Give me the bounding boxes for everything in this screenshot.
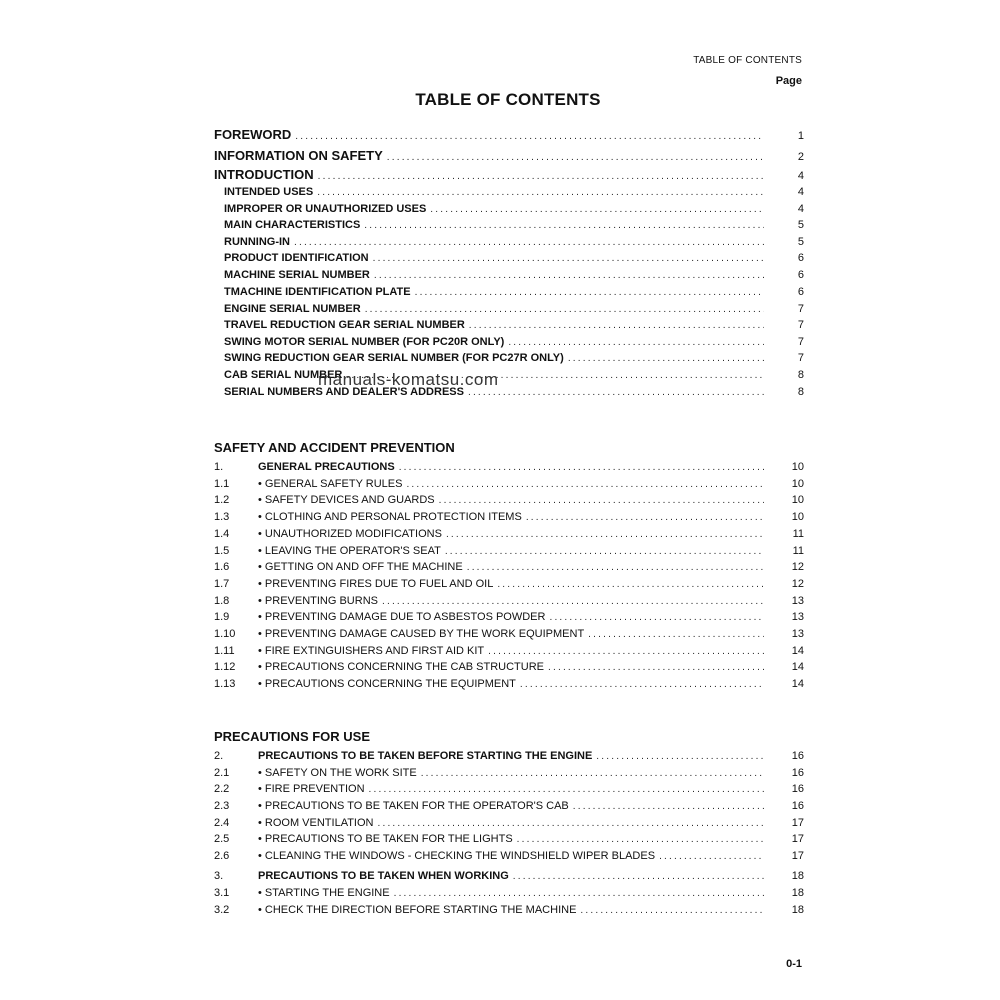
toc-entry-number: 2. [214,750,224,762]
toc-entry[interactable] [214,850,804,866]
toc-entry-label: MACHINE SERIAL NUMBER [224,269,370,281]
toc-entry[interactable] [224,319,804,335]
dot-leader [526,512,764,523]
dot-leader [394,888,764,899]
toc-entry-label: SERIAL NUMBERS AND DEALER'S ADDRESS [224,386,464,398]
dot-leader [317,187,764,198]
toc-entry-number: 1. [214,461,224,473]
toc-entry-page: 13 [791,611,804,624]
dot-leader [378,818,765,829]
dot-leader [318,171,764,182]
toc-entry-page: 12 [791,561,804,574]
toc-entry-label: FOREWORD [214,127,292,142]
dot-leader [446,529,764,540]
toc-entry[interactable] [214,528,804,544]
toc-entry[interactable] [214,750,804,766]
toc-entry-label: • UNAUTHORIZED MODIFICATIONS [258,527,442,540]
dot-leader [399,462,764,473]
toc-entry-label: GENERAL PRECAUTIONS [258,461,395,473]
toc-entry[interactable] [214,461,804,477]
toc-entry-label: MAIN CHARACTERISTICS [224,219,361,231]
toc-entry-label: • ROOM VENTILATION [258,817,374,829]
section-title-safety: SAFETY AND ACCIDENT PREVENTION [214,440,455,455]
toc-entry[interactable] [214,904,804,920]
dot-leader [488,646,764,657]
toc-entry-number: 1.9 [214,611,230,624]
toc-entry[interactable] [214,870,804,886]
toc-entry-page: 13 [791,594,804,607]
toc-entry-label: • PRECAUTIONS TO BE TAKEN FOR THE OPERATOR'S CAB [258,800,569,812]
toc-entry-page: 14 [791,678,804,691]
dot-leader [513,871,764,882]
toc-entry-page: 6 [797,252,804,264]
dot-leader [406,479,764,490]
dot-leader [497,579,764,590]
toc-entry-label: • LEAVING THE OPERATOR'S SEAT [258,544,441,557]
toc-entry-number: 1.7 [214,577,230,590]
toc-entry-number: 1.4 [214,527,230,540]
dot-leader [415,287,764,298]
dot-leader [294,237,764,248]
toc-entry[interactable] [224,236,804,252]
toc-entry-page: 4 [797,203,804,215]
toc-entry-label: PRODUCT IDENTIFICATION [224,252,369,264]
toc-entry[interactable] [214,148,804,164]
toc-entry-number: 2.5 [214,833,230,845]
dot-leader [568,353,764,364]
dot-leader [588,629,764,640]
toc-entry-page: 17 [791,833,804,845]
toc-entry-label: • PREVENTING DAMAGE CAUSED BY THE WORK EQUIPMENT [258,628,585,640]
page-column-label: Page [775,75,802,87]
toc-entry[interactable] [224,286,804,302]
toc-entry[interactable] [214,678,804,694]
toc-entry-number: 1.6 [214,561,230,574]
toc-entry-label: SWING REDUCTION GEAR SERIAL NUMBER (FOR PC27R ONLY) [224,352,564,364]
dot-leader [373,253,764,264]
toc-entry-page: 11 [792,544,804,557]
toc-entry-label: • PREVENTING FIRES DUE TO FUEL AND OIL [258,577,494,590]
toc-entry-page: 18 [791,904,804,916]
toc-entry-number: 2.6 [214,850,230,862]
dot-leader [548,662,764,673]
toc-entry-number: 3. [214,870,224,882]
toc-entry-page: 7 [797,336,804,348]
toc-entry-label: • FIRE EXTINGUISHERS AND FIRST AID KIT [258,644,485,657]
toc-entry-page: 12 [791,577,804,590]
dot-leader [439,495,764,506]
toc-entry-page: 4 [797,170,804,182]
toc-entry-page: 8 [797,369,804,381]
toc-entry-page: 5 [797,236,804,248]
toc-entry-label: • SAFETY DEVICES AND GUARDS [258,494,435,507]
toc-entry-label: PRECAUTIONS TO BE TAKEN WHEN WORKING [258,870,509,882]
toc-entry[interactable] [214,478,804,494]
toc-entry-number: 1.13 [214,678,236,691]
dot-leader [520,679,764,690]
toc-entry-number: 2.3 [214,800,230,812]
toc-entry[interactable] [214,800,804,816]
toc-entry-page: 11 [792,527,804,540]
toc-entry-number: 3.1 [214,887,230,899]
toc-entry-label: • PREVENTING BURNS [258,594,378,607]
toc-entry-label: IMPROPER OR UNAUTHORIZED USES [224,203,427,215]
toc-entry-page: 6 [797,269,804,281]
toc-entry[interactable] [214,561,804,577]
toc-entry[interactable] [214,167,804,183]
toc-entry[interactable] [224,303,804,319]
toc-entry-page: 16 [791,800,804,812]
toc-entry[interactable] [214,595,804,611]
toc-entry-page: 5 [797,219,804,231]
toc-entry-page: 18 [791,870,804,882]
toc-entry-label: INTRODUCTION [214,167,314,182]
dot-leader [508,337,764,348]
toc-entry-page: 7 [797,352,804,364]
toc-entry-page: 10 [791,511,804,524]
dot-leader [369,784,764,795]
dot-leader [421,768,764,779]
toc-entry[interactable] [214,817,804,833]
dot-leader [382,596,764,607]
dot-leader [295,131,764,142]
toc-entry-page: 13 [791,628,804,640]
dot-leader [659,851,764,862]
page-title: TABLE OF CONTENTS [415,90,601,109]
toc-entry-label: • CHECK THE DIRECTION BEFORE STARTING THE MACHINE [258,904,577,916]
toc-entry-label: • SAFETY ON THE WORK SITE [258,767,417,779]
page-number: 0-1 [786,958,802,970]
dot-leader [445,546,764,557]
dot-leader [387,152,764,163]
toc-entry-page: 10 [791,477,804,490]
toc-entry[interactable] [214,127,804,143]
dot-leader [596,751,764,762]
toc-entry-page: 14 [791,644,804,657]
toc-entry-label: • PREVENTING DAMAGE DUE TO ASBESTOS POWDER [258,611,546,624]
toc-entry-label: CAB SERIAL NUMBER [224,369,343,381]
toc-entry[interactable] [214,611,804,627]
toc-entry[interactable] [214,628,804,644]
toc-entry[interactable] [224,269,804,285]
toc-entry-label: • STARTING THE ENGINE [258,887,390,899]
toc-entry-page: 17 [791,850,804,862]
toc-entry-page: 2 [797,151,804,163]
toc-entry-number: 1.2 [214,494,230,507]
toc-entry[interactable] [224,352,804,368]
toc-entry-label: RUNNING-IN [224,236,290,248]
toc-entry-label: INFORMATION ON SAFETY [214,148,383,163]
toc-entry[interactable] [214,645,804,661]
toc-entry-number: 1.12 [214,661,236,674]
toc-entry-label: • PRECAUTIONS CONCERNING THE EQUIPMENT [258,678,516,691]
toc-entry-label: • CLOTHING AND PERSONAL PROTECTION ITEMS [258,511,522,524]
toc-entry[interactable] [224,186,804,202]
toc-entry[interactable] [224,336,804,352]
toc-entry-page: 7 [797,319,804,331]
dot-leader [573,801,764,812]
toc-entry[interactable] [224,203,804,219]
toc-entry[interactable] [214,578,804,594]
toc-entry-page: 7 [797,303,804,315]
toc-entry-number: 2.2 [214,783,230,795]
toc-entry-number: 1.11 [214,644,235,657]
toc-entry[interactable] [224,369,804,385]
dot-leader [517,834,764,845]
toc-entry-number: 2.1 [214,767,230,779]
toc-entry-label: TMACHINE IDENTIFICATION PLATE [224,286,411,298]
toc-entry-page: 8 [797,386,804,398]
toc-entry[interactable] [214,783,804,799]
toc-entry[interactable] [224,386,804,402]
toc-entry-label: ENGINE SERIAL NUMBER [224,303,361,315]
toc-entry-number: 1.10 [214,628,236,640]
toc-entry-number: 1.3 [214,511,230,524]
toc-entry-number: 1.8 [214,594,230,607]
toc-entry-label: • FIRE PREVENTION [258,783,365,795]
toc-entry-page: 16 [791,750,804,762]
toc-entry-label: TRAVEL REDUCTION GEAR SERIAL NUMBER [224,319,465,331]
watermark: manuals-komatsu.com [318,370,499,389]
toc-entry-label: • PRECAUTIONS TO BE TAKEN FOR THE LIGHTS [258,833,513,845]
toc-entry[interactable] [224,219,804,235]
toc-entry-number: 1.1 [214,477,230,490]
toc-entry-label: SWING MOTOR SERIAL NUMBER (FOR PC20R ONLY) [224,336,505,348]
toc-entry[interactable] [224,252,804,268]
toc-entry-label: • CLEANING THE WINDOWS - CHECKING THE WINDSHIELD WIPER BLADES [258,850,656,862]
toc-entry-page: 16 [791,783,804,795]
toc-entry-number: 2.4 [214,817,230,829]
dot-leader [469,320,764,331]
dot-leader [580,905,764,916]
toc-entry-page: 16 [791,767,804,779]
toc-entry-label: INTENDED USES [224,186,314,198]
toc-entry-page: 4 [797,186,804,198]
toc-entry-number: 1.5 [214,544,230,557]
toc-entry-label: • PRECAUTIONS CONCERNING THE CAB STRUCTURE [258,661,545,674]
toc-entry-page: 10 [791,461,804,473]
toc-entry-page: 17 [791,817,804,829]
toc-entry-page: 14 [791,661,804,674]
toc-entry-page: 18 [791,887,804,899]
toc-entry-label: • GENERAL SAFETY RULES [258,477,403,490]
toc-entry-page: 6 [797,286,804,298]
toc-entry-page: 1 [797,130,804,142]
dot-leader [549,612,764,623]
toc-entry[interactable] [214,887,804,903]
dot-leader [468,387,764,398]
dot-leader [364,220,764,231]
toc-entry[interactable] [214,767,804,783]
toc-entry[interactable] [214,661,804,677]
dot-leader [467,562,764,573]
toc-entry[interactable] [214,494,804,510]
toc-entry[interactable] [214,511,804,527]
dot-leader [365,304,764,315]
toc-entry[interactable] [214,833,804,849]
dot-leader [374,270,764,281]
dot-leader [430,204,764,215]
toc-entry-label: PRECAUTIONS TO BE TAKEN BEFORE STARTING THE ENGINE [258,750,593,762]
toc-entry-number: 3.2 [214,904,230,916]
toc-entry-label: • GETTING ON AND OFF THE MACHINE [258,561,463,574]
running-header: TABLE OF CONTENTS [693,55,802,66]
toc-entry[interactable] [214,545,804,561]
toc-entry-page: 10 [791,494,804,507]
section-title-use: PRECAUTIONS FOR USE [214,729,371,744]
